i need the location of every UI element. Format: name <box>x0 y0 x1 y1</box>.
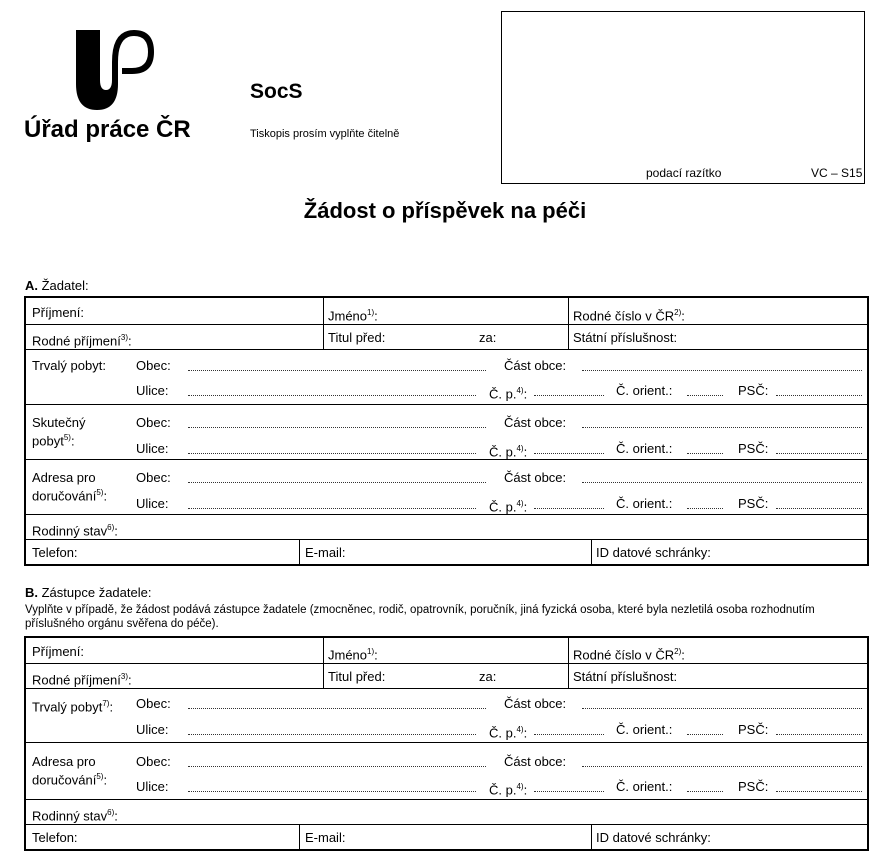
municipality-part-label: Část obce: <box>504 358 567 373</box>
phone-field[interactable]: Telefon: <box>32 545 78 560</box>
postal-code-input[interactable] <box>776 508 862 509</box>
municipality-part-label: Část obce: <box>504 696 567 711</box>
col-divider <box>568 298 569 349</box>
urad-prace-logo <box>72 28 156 112</box>
row-divider <box>26 824 867 825</box>
municipality-part-input[interactable] <box>582 708 862 709</box>
row-divider <box>26 324 867 325</box>
row-divider <box>26 349 867 350</box>
municipality-input[interactable] <box>188 766 486 767</box>
section-b-note-line: Vyplňte v případě, že žádost podává zástupce žadatele (zmocněnec, rodič, opatrovník, poručník, jiná fyzická osoba, které byla nezletilá osoba rozhodnutím <box>25 604 815 616</box>
row-divider <box>26 459 867 460</box>
orientation-number-input[interactable] <box>687 508 723 509</box>
house-number-label: Č. p.$^{4)}$: <box>489 782 528 798</box>
orientation-number-label: Č. orient.: <box>616 383 673 398</box>
orientation-number-input[interactable] <box>687 791 723 792</box>
street-input[interactable] <box>188 508 476 509</box>
postal-code-input[interactable] <box>776 791 862 792</box>
municipality-part-label: Část obce: <box>504 754 567 769</box>
email-field[interactable]: E-mail: <box>305 545 346 560</box>
maiden-name-field[interactable]: Rodné příjmení$^{3)}$: <box>32 333 132 349</box>
rep-delivery-address-label: Adresa pro doručování$^{5)}$: <box>32 754 108 788</box>
street-label: Ulice: <box>136 722 169 737</box>
rep-title-before-field[interactable]: Titul před: <box>328 669 386 684</box>
house-number-label: Č. p.$^{4)}$: <box>489 499 528 515</box>
street-label: Ulice: <box>136 496 169 511</box>
col-divider <box>591 824 592 849</box>
orientation-number-input[interactable] <box>687 395 723 396</box>
rep-maiden-name-field[interactable]: Rodné příjmení$^{3)}$: <box>32 672 132 688</box>
row-divider <box>26 539 867 540</box>
citizenship-field[interactable]: Státní příslušnost: <box>573 330 678 345</box>
municipality-part-input[interactable] <box>582 766 862 767</box>
postal-code-label: PSČ: <box>738 383 769 398</box>
actual-residence-label: Skutečný pobyt$^{5)}$: <box>32 415 86 449</box>
municipality-label: Obec: <box>136 415 171 430</box>
municipality-part-label: Část obce: <box>504 415 567 430</box>
municipality-input[interactable] <box>188 482 486 483</box>
house-number-label: Č. p.$^{4)}$: <box>489 725 528 741</box>
street-input[interactable] <box>188 734 476 735</box>
orientation-number-label: Č. orient.: <box>616 496 673 511</box>
birth-number-field[interactable]: Rodné číslo v ČR$^{2)}$: <box>573 308 685 324</box>
rep-marital-status-field[interactable]: Rodinný stav$^{6)}$: <box>32 808 118 824</box>
fill-instruction: Tiskopis prosím vyplňte čitelně <box>250 128 400 140</box>
col-divider <box>299 539 300 564</box>
house-number-label: Č. p.$^{4)}$: <box>489 386 528 402</box>
rep-first-name-field[interactable]: Jméno$^{1)}$: <box>328 647 378 663</box>
orientation-number-label: Č. orient.: <box>616 441 673 456</box>
municipality-part-input[interactable] <box>582 370 862 371</box>
house-number-input[interactable] <box>534 734 604 735</box>
municipality-label: Obec: <box>136 358 171 373</box>
section-b-note-line: příslušného orgánu svěřena do péče). <box>25 618 219 630</box>
municipality-input[interactable] <box>188 427 486 428</box>
col-divider <box>568 638 569 688</box>
postal-code-label: PSČ: <box>738 779 769 794</box>
house-number-label: Č. p.$^{4)}$: <box>489 444 528 460</box>
row-divider <box>26 799 867 800</box>
postal-code-input[interactable] <box>776 395 862 396</box>
postal-code-label: PSČ: <box>738 722 769 737</box>
permanent-residence-label: Trvalý pobyt: <box>32 358 106 373</box>
postal-code-input[interactable] <box>776 453 862 454</box>
col-divider <box>323 298 324 349</box>
municipality-label: Obec: <box>136 470 171 485</box>
form-code: SocS <box>250 80 303 103</box>
municipality-part-label: Část obce: <box>504 470 567 485</box>
house-number-input[interactable] <box>534 453 604 454</box>
house-number-input[interactable] <box>534 395 604 396</box>
title-before-field[interactable]: Titul před: <box>328 330 386 345</box>
rep-permanent-residence-label: Trvalý pobyt$^{7)}$: <box>32 699 114 715</box>
stamp-box <box>501 11 865 184</box>
marital-status-field[interactable]: Rodinný stav$^{6)}$: <box>32 523 118 539</box>
postal-code-label: PSČ: <box>738 441 769 456</box>
rep-title-after-field[interactable]: za: <box>479 669 497 684</box>
row-divider <box>26 688 867 689</box>
postal-code-input[interactable] <box>776 734 862 735</box>
street-label: Ulice: <box>136 441 169 456</box>
municipality-label: Obec: <box>136 696 171 711</box>
rep-birth-number-field[interactable]: Rodné číslo v ČR$^{2)}$: <box>573 647 685 663</box>
page-title: Žádost o příspěvek na péči <box>303 198 587 223</box>
row-divider <box>26 514 867 515</box>
municipality-input[interactable] <box>188 708 486 709</box>
first-name-field[interactable]: Jméno$^{1)}$: <box>328 308 378 324</box>
orientation-number-input[interactable] <box>687 734 723 735</box>
municipality-label: Obec: <box>136 754 171 769</box>
street-input[interactable] <box>188 453 476 454</box>
municipality-input[interactable] <box>188 370 486 371</box>
data-box-id-field[interactable]: ID datové schránky: <box>596 545 711 560</box>
office-name: Úřad práce ČR <box>24 116 191 143</box>
row-divider <box>26 404 867 405</box>
orientation-number-label: Č. orient.: <box>616 722 673 737</box>
street-input[interactable] <box>188 791 476 792</box>
house-number-input[interactable] <box>534 508 604 509</box>
stamp-label: podací razítko <box>646 166 722 180</box>
rep-email-field[interactable]: E-mail: <box>305 830 346 845</box>
street-label: Ulice: <box>136 383 169 398</box>
section-b-note <box>25 603 870 631</box>
rep-data-box-id-field[interactable]: ID datové schránky: <box>596 830 711 845</box>
col-divider <box>591 539 592 564</box>
orientation-number-label: Č. orient.: <box>616 779 673 794</box>
section-b-heading: B. Zástupce žadatele: <box>25 585 152 600</box>
row-divider <box>26 742 867 743</box>
street-input[interactable] <box>188 395 476 396</box>
street-label: Ulice: <box>136 779 169 794</box>
rep-citizenship-field[interactable]: Státní příslušnost: <box>573 669 678 684</box>
postal-code-label: PSČ: <box>738 496 769 511</box>
form-id: VC – S15 <box>811 166 863 180</box>
delivery-address-label: Adresa pro doručování$^{5)}$: <box>32 470 108 504</box>
col-divider <box>299 824 300 849</box>
section-a-heading: A. Žadatel: <box>25 278 89 293</box>
col-divider <box>323 638 324 688</box>
house-number-input[interactable] <box>534 791 604 792</box>
rep-phone-field[interactable]: Telefon: <box>32 830 78 845</box>
section-a-table <box>24 296 869 566</box>
municipality-part-input[interactable] <box>582 482 862 483</box>
title-after-field[interactable]: za: <box>479 330 497 345</box>
surname-field[interactable]: Příjmení: <box>32 305 85 320</box>
rep-surname-field[interactable]: Příjmení: <box>32 644 85 659</box>
municipality-part-input[interactable] <box>582 427 862 428</box>
row-divider <box>26 663 867 664</box>
orientation-number-input[interactable] <box>687 453 723 454</box>
section-b-table <box>24 636 869 851</box>
